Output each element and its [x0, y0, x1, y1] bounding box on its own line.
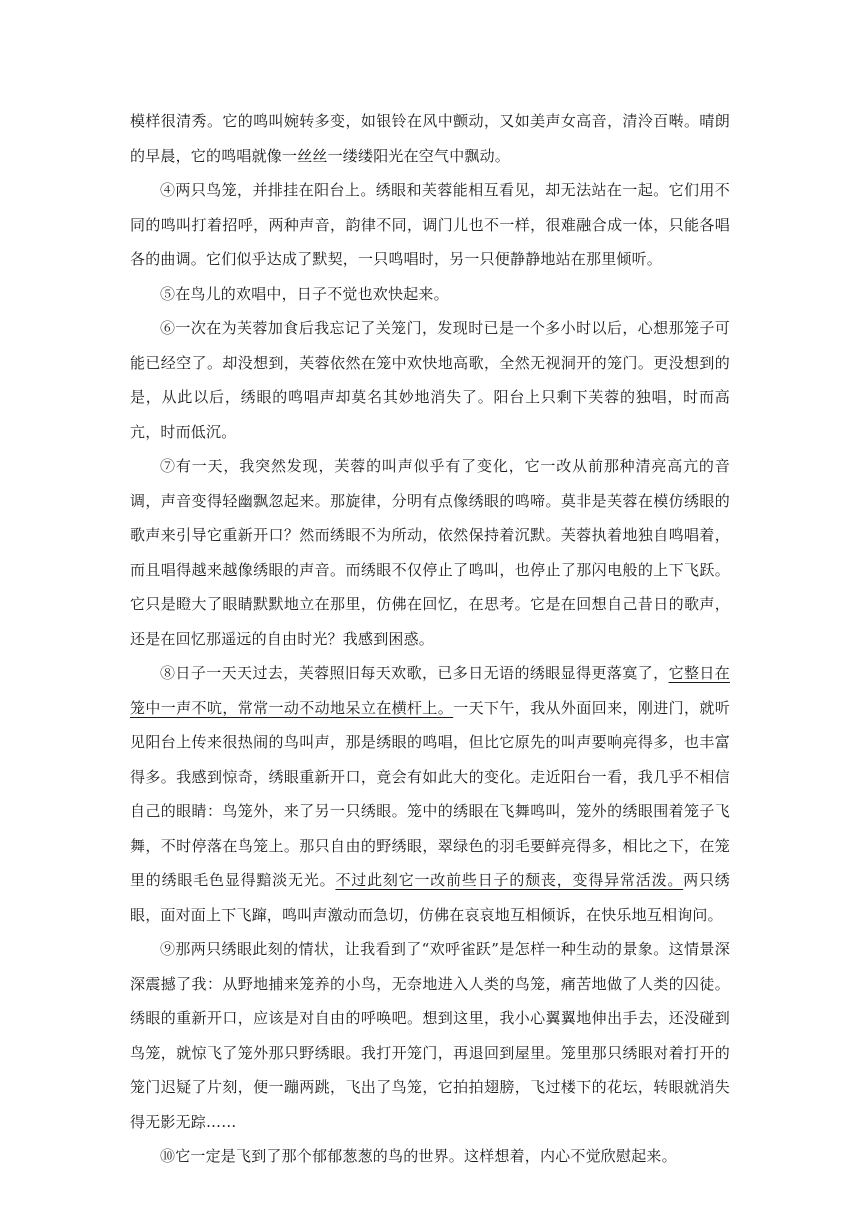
underlined-sentence: 它整日在笼中一声不吭，常常一动不动地呆立在横杆上。 — [130, 664, 730, 717]
paragraph-text: ⑨那两只绣眼此刻的情状，让我看到了“欢呼雀跃”是怎样一种生动的景象。这情景深深震撼了我：从野地捕来笼养的小鸟，无奈地进入人类的鸟笼，痛苦地做了人类的囚徒。绣眼的重新开口，应该是对自由的呼唤吧。想到这里，我小心翼翼地伸出手去，还没碰到鸟笼，就惊飞了笼外那只野绣眼。我打开笼门，再退回到屋里。笼里那只绣眼对着打开的笼门迟疑了片刻，便一蹦两跳，飞出了鸟笼，它拍拍翅膀，飞过楼下的花坛，转眼就消失得无影无踪…… — [130, 940, 730, 1131]
paragraph-text: ⑧日子一天天过去，芙蓉照旧每天欢歌，已多日无语的绣眼显得更落寞了， — [160, 664, 669, 682]
paragraph-p4 — [130, 173, 730, 277]
paragraph-text: ⑤在鸟儿的欢唱中，日子不觉也欢快起来。 — [160, 284, 449, 303]
article-body — [130, 104, 730, 1174]
paragraph-p-intro — [130, 104, 730, 173]
paragraph-text: 一天下午，我从外面回来，刚进门，就听见阳台上传来很热闹的鸟叫声，那是绣眼的鸣唱，但比它原先的叫声要响亮得多，也丰富得多。我感到惊奇，绣眼重新开口，竟会有如此大的变化。走近阳台一看，我几乎不相信自己的眼睛：鸟笼外，来了另一只绣眼。笼中的绣眼在飞舞鸣叫，笼外的绣眼围着笼子飞舞，不时停落在鸟笼上。那只自由的野绣眼，翠绿色的羽毛要鲜亮得多，相比之下，在笼里的绣眼毛色显得黯淡无光。 — [130, 698, 731, 889]
paragraph-text: ⑦有一天，我突然发现，芙蓉的叫声似乎有了变化，它一改从前那种清亮高亢的音调，声音变得轻幽飘忽起来。那旋律，分明有点像绣眼的鸣啼。莫非是芙蓉在模仿绣眼的歌声来引导它重新开口？然而绣眼不为所动，依然保持着沉默。芙蓉执着地独自鸣唱着，而且唱得越来越像绣眼的声音。而绣眼不仅停止了鸣叫，也停止了那闪电般的上下飞跃。它只是瞪大了眼睛默默地立在那里，仿佛在回忆，在思考。它是在回想自己昔日的歌声，还是在回忆那遥远的自由时光？我感到困惑。 — [130, 457, 730, 648]
paragraph-text: 两只绣眼，面对面上下飞蹿，鸣叫声激动而急切，仿佛在哀哀地互相倾诉，在快乐地互相询问。 — [130, 871, 730, 924]
paragraph-p9 — [130, 932, 730, 1139]
underlined-sentence: 不过此刻它一改前些日子的颓丧，变得异常活泼。 — [335, 871, 684, 889]
paragraph-p10 — [130, 1139, 730, 1174]
paragraph-p5 — [130, 277, 730, 312]
paragraph-text: ⑥一次在为芙蓉加食后我忘记了关笼门，发现时已是一个多小时以后，心想那笼子可能已经空了。却没想到，芙蓉依然在笼中欢快地高歌，全然无视洞开的笼门。更没想到的是，从此以后，绣眼的鸣唱声却莫名其妙地消失了。阳台上只剩下芙蓉的独唱，时而高亢，时而低沉。 — [130, 319, 730, 441]
paragraph-text: ⑩它一定是飞到了那个郁郁葱葱的鸟的世界。这样想着，内心不觉欣慰起来。 — [160, 1147, 677, 1165]
paragraph-p8 — [130, 656, 730, 932]
paragraph-p6 — [130, 311, 730, 449]
paragraph-text: 模样很清秀。它的鸣叫婉转多变，如银铃在风中颤动，又如美声女高音，清泠百啭。晴朗的早晨，它的鸣唱就像一丝丝一缕缕阳光在空气中飘动。 — [130, 112, 730, 165]
paragraph-p7 — [130, 449, 730, 656]
paragraph-text: ④两只鸟笼，并排挂在阳台上。绣眼和芙蓉能相互看见，却无法站在一起。它们用不同的鸣叫打着招呼，两种声音，韵律不同，调门儿也不一样，很难融合成一体，只能各唱各的曲调。它们似乎达成了默契，一只鸣唱时，另一只便静静地站在那里倾听。 — [130, 181, 730, 268]
